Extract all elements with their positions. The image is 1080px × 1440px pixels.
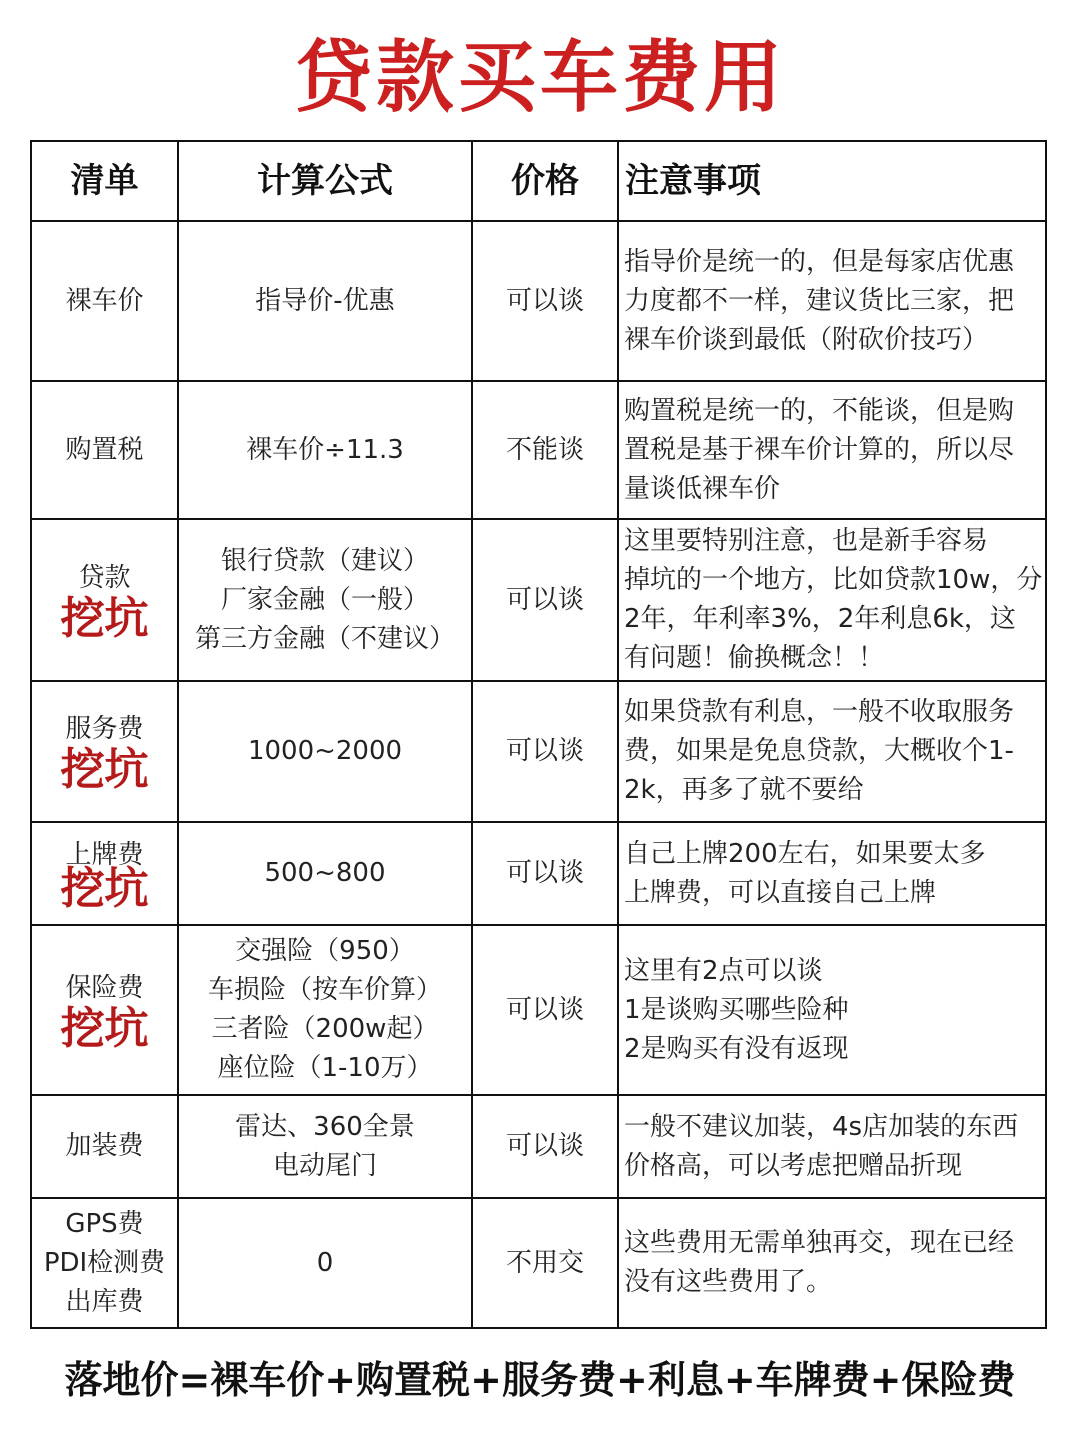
notes-line: 置税是基于裸车价计算的，所以尽 [624,434,1015,465]
notes-line: 购置税是统一的，不能谈，但是购 [624,395,1015,426]
formula-cell [178,1095,472,1198]
item-cell [31,1095,178,1198]
page-title: 贷款买车费用 [293,33,786,123]
notes-line: 1是谈购买哪些险种 [624,994,849,1025]
notes-line: 有问题！偷换概念！！ [624,643,885,673]
pit-warning-label: 挖坑 [60,862,149,914]
notes-line: 没有这些费用了。 [624,1267,833,1297]
notes-line: 这里要特别注意，也是新手容易 [624,526,989,556]
notes-line: 2k，再多了就不要给 [624,775,864,805]
item-cell [31,519,178,681]
price-cell: 可以谈 [472,681,618,822]
formula-cell [178,519,472,681]
item-cell [31,381,178,519]
formula-cell [178,1198,472,1328]
price-cell: 不用交 [472,1198,618,1328]
formula-line: 指导价-优惠 [255,285,395,316]
header-formula: 计算公式 [178,141,472,221]
notes-line: 2是购买有没有返现 [624,1033,849,1064]
price-cell: 可以谈 [472,822,618,925]
formula-line: 裸车价÷11.3 [246,434,404,465]
notes-cell [618,822,1046,925]
notes-line: 量谈低裸车价 [624,473,781,504]
pit-warning-label: 挖坑 [60,1002,149,1054]
notes-line: 上牌费，可以直接自己上牌 [624,877,937,908]
item-name: 出库费 [65,1286,144,1317]
price-cell: 不能谈 [472,381,618,519]
item-cell [31,925,178,1095]
formula-line: 雷达、360全景 [235,1111,415,1142]
pit-warning-label: 挖坑 [60,744,149,795]
formula-line: 座位险（1-10万） [217,1053,433,1083]
formula-cell [178,381,472,519]
landing-price-formula: 落地价=裸车价+购置税+服务费+利息+车牌费+保险费 [64,1358,1016,1402]
header-price: 价格 [472,141,618,221]
notes-line: 掉坑的一个地方，比如贷款10w，分 [624,565,1043,595]
table-row [31,1095,1046,1198]
notes-cell [618,681,1046,822]
formula-line: 电动尾门 [272,1150,377,1181]
item-cell [31,681,178,822]
item-name: 购置税 [65,434,144,465]
item-cell [31,1198,178,1328]
price-cell: 可以谈 [472,519,618,681]
item-name: GPS费 [65,1208,144,1239]
formula-cell [178,925,472,1095]
price-cell: 可以谈 [472,925,618,1095]
notes-line: 这些费用无需单独再交，现在已经 [624,1228,1015,1258]
notes-cell [618,221,1046,381]
formula-line: 交强险（950） [235,936,415,966]
notes-line: 2年，年利率3%，2年利息6k，这 [624,604,1016,634]
formula-cell [178,822,472,925]
formula-line: 500~800 [264,858,386,888]
pit-warning-label: 挖坑 [60,592,149,644]
formula-line: 银行贷款（建议） [220,545,429,576]
item-cell [31,822,178,925]
item-name: 贷款 [78,562,131,593]
notes-cell [618,1095,1046,1198]
header-notes: 注意事项 [618,141,1046,221]
formula-cell [178,221,472,381]
notes-cell [618,925,1046,1095]
item-name: PDI检测费 [43,1247,166,1278]
notes-line: 价格高，可以考虑把赠品折现 [624,1150,963,1181]
item-name: 上牌费 [65,839,144,870]
notes-line: 力度都不一样，建议货比三家，把 [624,285,1015,316]
item-cell [31,221,178,381]
item-name: 裸车价 [65,285,144,316]
notes-line: 如果贷款有利息，一般不收取服务 [624,697,1015,727]
item-name: 加装费 [65,1131,144,1161]
table-row [31,925,1046,1095]
formula-line: 厂家金融（一般） [220,584,429,615]
formula-line: 0 [316,1247,334,1278]
table-row [31,681,1046,822]
table-header-row [31,141,1046,221]
notes-line: 这里有2点可以谈 [624,955,823,986]
formula-cell [178,681,472,822]
notes-line: 一般不建议加装，4s店加装的东西 [624,1111,1019,1142]
header-item: 清单 [31,141,178,221]
table-row [31,1198,1046,1328]
price-cell: 可以谈 [472,221,618,381]
item-name: 服务费 [65,714,144,744]
notes-cell [618,1198,1046,1328]
formula-line: 车损险（按车价算） [207,975,442,1005]
table-row [31,822,1046,925]
notes-cell [618,381,1046,519]
formula-line: 第三方金融（不建议） [194,623,455,654]
table-row [31,221,1046,381]
notes-line: 裸车价谈到最低（附砍价技巧） [624,324,989,355]
price-cell: 可以谈 [472,1095,618,1198]
formula-line: 三者险（200w起） [211,1014,439,1044]
table-row [31,381,1046,519]
item-name: 保险费 [65,972,144,1003]
notes-line: 费，如果是免息贷款，大概收个1- [624,736,1014,766]
table-row [31,519,1046,681]
fee-table [30,140,1047,1329]
formula-line: 1000~2000 [247,736,403,766]
notes-line: 自己上牌200左右，如果要太多 [624,838,986,869]
notes-line: 指导价是统一的，但是每家店优惠 [624,246,1015,277]
notes-cell [618,519,1046,681]
